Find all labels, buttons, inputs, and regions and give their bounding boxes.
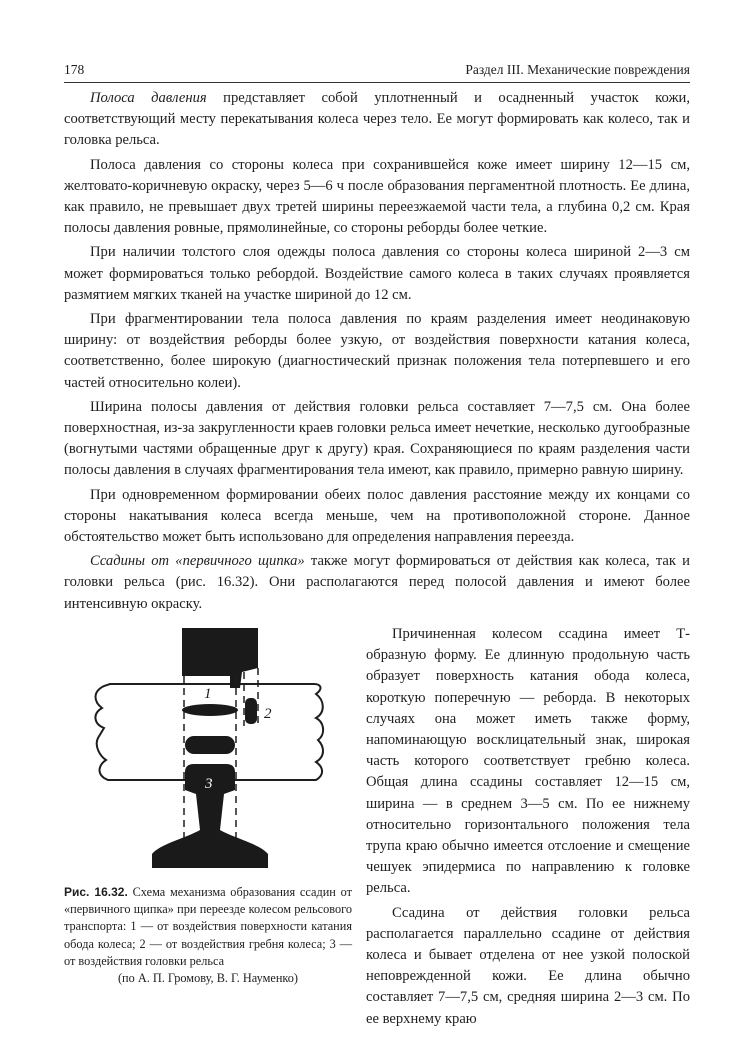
- paragraph: Причиненная колесом ссадина имеет Т-образную форму. Ее длинную продольную часть образует поверхность катания обода колеса, короткую поперечную — реборда. В некоторых случаях она может иметь также форму, напоминающую восклицательный знак, широкая часть которого соответствует гребню колеса. Общая длина ссадины составляет 12—15 см, ширина — в среднем 3—5 см. По ее нижнему относительно горизонтального положения тела трупа краю обычно имеется отслоение и смещение чешуек эпидермиса по направлению к головке рельса.: [366, 626, 690, 897]
- wheel-rail-diagram: [64, 622, 356, 882]
- paragraph: [64, 88, 690, 152]
- paragraph: [64, 485, 690, 549]
- header-rule: [64, 82, 690, 83]
- paragraph: [64, 242, 690, 306]
- paragraph: [64, 397, 690, 482]
- paragraph-text: При наличии толстого слоя одежды полоса давления со стороны колеса шириной 2—3 см может формироваться только ребордой. Воздействие самого колеса в таких случаях проявляется размятием мягких тканей на участке шириной до 12 см.: [64, 244, 690, 303]
- abrasion-wheel-tread: [182, 704, 238, 716]
- abrasion-rail-head: [185, 736, 235, 754]
- right-column-text: [366, 624, 690, 1033]
- wheel-shape: [182, 628, 258, 688]
- page-number: 178: [64, 62, 85, 77]
- caption-credit: (по А. П. Громову, В. Г. Науменко): [117, 971, 299, 986]
- paragraph: [64, 551, 690, 615]
- paragraph-text: При одновременном формировании обеих полос давления расстояние между их концами со стороны накатывания колеса всегда меньше, чем на противоположной стороне. Данное обстоятельство может быть использовано для определения направления переезда.: [64, 486, 690, 546]
- abrasion-wheel-flange: [245, 698, 257, 724]
- paragraph: [64, 155, 690, 240]
- figure-label-3: 3: [205, 776, 213, 792]
- paragraph-text: При фрагментировании тела полоса давления по краям разделения имеет неодинаковую ширину: от воздействия реборды более узкую, от воздействия поверхности катания колеса, соответственно, более широкую (диагностический признак положения тела потерпевшего и его частей относительно колеи).: [64, 311, 690, 391]
- paragraph-text: также могут формироваться от действия как колеса, так и головки рельса (рис. 16.32). Они располагаются перед полосой давления и имеют более интенсивную окраску.: [64, 553, 690, 612]
- paragraph-text: Полоса давления со стороны колеса при сохранившейся коже имеет ширину 12—15 см, желтовато-коричневую окраску, через 5—6 ч после образования пергаментной плотность. Ее длина, как правило, не превышает двух третей ширины переезжаемой части тела, а глубина 0,2 см. Края полосы давления ровные, прямолинейные, со стороны реборды более четкие.: [64, 156, 690, 237]
- paragraph-text: представляет собой уплотненный и осадненный участок кожи, соответствующий месту перекатывания колеса через тело. Ее могут формировать как колесо, так и головка рельса.: [64, 90, 690, 149]
- figure-label-1: 1: [204, 686, 212, 702]
- figure-16-32: [64, 622, 356, 882]
- main-text: [64, 88, 690, 618]
- section-title: Раздел III. Механические повреждения: [465, 62, 690, 77]
- paragraph-text: Ширина полосы давления от действия головки рельса составляет 7—7,5 см. Она более поверхностная, из-за закругленности краев головки рельса имеет нечеткие, несколько дугообразные (вогнутыми частями обращенные друг к другу) края. Сохраняющиеся по краям разделения части полосы давления в случаях фрагментирования тела имеют, как правило, примерно равную ширину.: [64, 398, 690, 479]
- figure-label-2: 2: [264, 706, 272, 722]
- paragraph-lead: Ссадины от «первичного щипка»: [90, 553, 305, 570]
- paragraph: [64, 309, 690, 394]
- figure-caption: [64, 884, 352, 987]
- paragraph: Ссадина от действия головки рельса располагается параллельно ссадине от действия колеса и бывает отделена от нее узкой полоской неповрежденной кожи. Ее длина обычно составляет 7—7,5 см, средняя ширина 2—3 см. По ее верхнему краю: [366, 904, 690, 1027]
- caption-label: Рис. 16.32.: [64, 885, 128, 899]
- running-header: [64, 60, 690, 80]
- caption-text: Схема механизма образования ссадин от «первичного щипка» при переезде колесом рельсового транспорта: 1 — от воздействия поверхности катания обода колеса; 2 — от воздействия гребня колеса; 3 — от воздействия головки рельса: [64, 885, 353, 968]
- paragraph-lead: Полоса давления: [90, 90, 207, 106]
